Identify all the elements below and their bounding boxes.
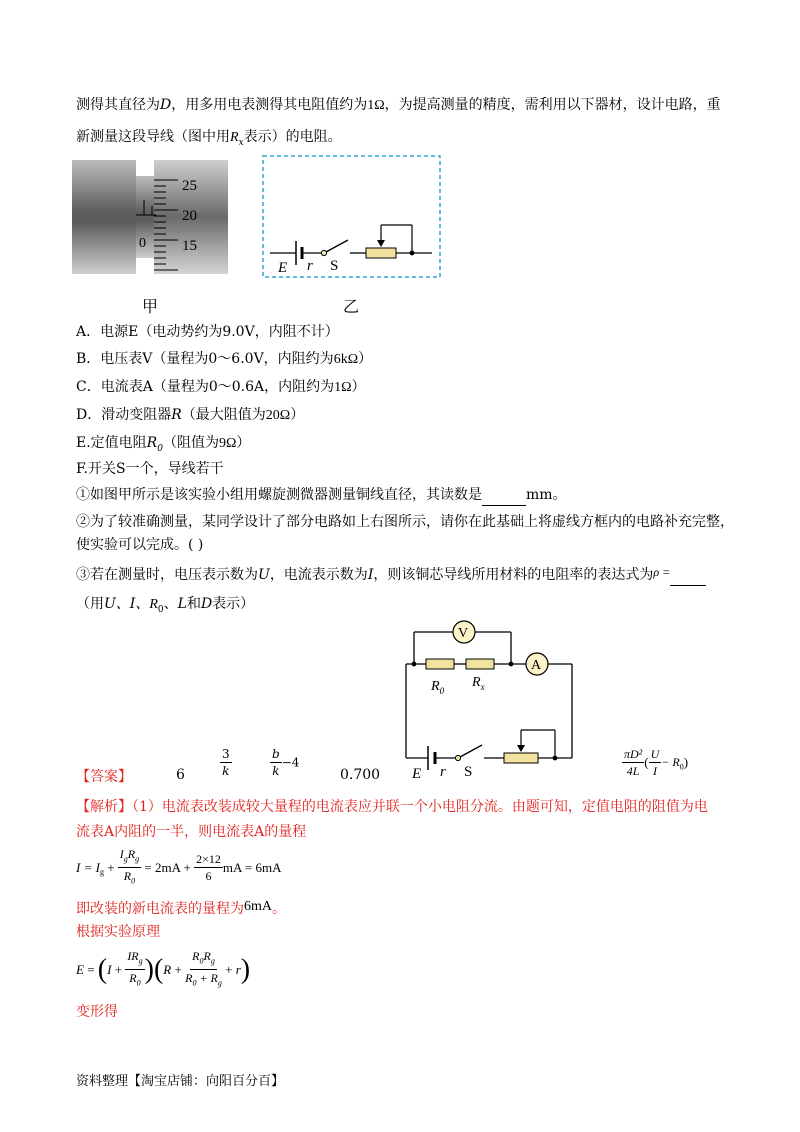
rho-i: I <box>652 764 657 778</box>
eq1-fraction-numerator: 2×12 <box>196 852 221 867</box>
answer-value-1: 6 <box>176 767 185 783</box>
intro-text: 新测量这段导线（图中用 <box>76 129 230 145</box>
analysis-line-3 <box>76 897 286 919</box>
analysis-text: （1）电流表改装成较大量程的电流表应并联一个小电阻分流。由题可知，定值电阻的阻值为电 <box>132 799 708 815</box>
analysis-text: 。 <box>272 901 286 917</box>
option-e-text: E.定值电阻 <box>76 435 147 451</box>
answer-blank-1 <box>482 485 526 506</box>
var-D: D <box>160 97 172 113</box>
footer: 资料整理【淘宝店铺：向阳百分百】 <box>76 1074 285 1089</box>
micrometer-figure <box>72 160 242 285</box>
var-list: U、I、 <box>104 596 150 612</box>
option-c <box>76 377 366 398</box>
voltmeter-label: V <box>458 626 469 641</box>
option-e-close: ） <box>236 435 251 451</box>
option-e <box>76 433 250 459</box>
label-E: E <box>278 260 288 276</box>
option-d-text: D．滑动变阻器 <box>76 407 172 423</box>
option-b-close: ） <box>358 351 373 367</box>
var-I: I <box>367 567 374 583</box>
junction-dot <box>509 662 514 667</box>
note-text: （用 <box>76 596 104 612</box>
junction-dot <box>553 756 558 761</box>
circuit-yi-figure <box>262 155 442 280</box>
question-2-text: ②为了较准确测量，某同学设计了部分电路如上右图所示，请你在此基础上将虚线方框内的电路补充完整， <box>76 514 734 530</box>
switch-pivot <box>321 250 326 255</box>
rheostat <box>366 248 396 258</box>
fraction-numerator: 3 <box>222 747 230 761</box>
analysis-line-4 <box>76 922 160 942</box>
subscript-x: x <box>238 137 244 148</box>
note-text: 、 <box>163 596 178 612</box>
question-3-text: ，则该铜芯导线所用材料的电阻率的表达式为 <box>373 567 654 583</box>
junction-dot <box>412 662 417 667</box>
switch-blade <box>326 240 348 252</box>
tick-label-15: 15 <box>182 238 197 254</box>
option-f <box>76 459 224 479</box>
question-1 <box>76 485 567 506</box>
rheostat <box>504 753 538 763</box>
option-a <box>76 322 339 342</box>
analysis-line-5 <box>76 1002 118 1022</box>
intro-text: ，为提高测量的精度，需利用以下器材，设计电路，重 <box>384 97 721 113</box>
tick-label-20: 20 <box>182 208 197 224</box>
intro-text: 表示）的电阻。 <box>243 129 342 145</box>
caption-jia: 甲 <box>142 297 159 316</box>
var-R: R <box>230 130 239 145</box>
label-r: r <box>440 764 446 780</box>
var-L: L <box>177 596 187 612</box>
analysis-line-2 <box>76 822 306 842</box>
switch-pivot <box>455 755 460 760</box>
option-c-text: C．电流表A（量程为0～0.6A，内阻约为 <box>76 379 335 395</box>
intro-text: 测得其直径为 <box>76 97 160 113</box>
option-b-text: B．电压表V（量程为0～6.0V，内阻约为 <box>76 351 334 367</box>
analysis-text: 变形得 <box>76 1004 118 1020</box>
subscript-0: 0 <box>157 604 164 615</box>
equation-2: E = (I + $\frac{IR_g}{R_0}$ )(R + $\frac{R_0R_g}{R_0 + R_g}$ + r) <box>76 949 251 988</box>
resistor-Rx <box>466 659 494 669</box>
fraction-denominator: k <box>222 764 230 778</box>
var-R: R <box>171 407 182 423</box>
eq1-middle: = 2mA + <box>144 859 195 875</box>
option-d-close: ） <box>290 407 305 423</box>
answer-fraction-2 <box>270 746 299 779</box>
question-3-text: ③若在测量时，电压表示数为 <box>76 567 258 583</box>
switch-blade <box>460 745 482 757</box>
fraction-numerator: b <box>272 747 280 761</box>
option-d-value: 20Ω <box>265 408 291 423</box>
fraction-tail: −4 <box>281 755 300 770</box>
micrometer-zero: 0 <box>139 236 146 251</box>
caption-yi: 乙 <box>343 297 360 316</box>
subscript-0: 0 <box>157 443 163 454</box>
eq1-fraction-denominator: 6 <box>205 869 212 884</box>
answer-circuit-figure <box>400 618 585 783</box>
question-2-line-2 <box>76 535 203 555</box>
answer-label: 【答案】 <box>76 769 132 785</box>
option-c-close: ） <box>351 379 366 395</box>
question-3-note <box>76 594 254 620</box>
fraction-denominator: k <box>272 764 280 778</box>
range-value: 6mA <box>244 899 272 914</box>
option-c-value: 1Ω <box>334 380 352 395</box>
option-a-text: A．电源E（电动势约为9.0V，内阻不计） <box>76 324 339 340</box>
equation-1: $I = I_g$ + $\frac{I_gR_g}{R_0}$ = 2mA + $\frac{2\times 12}{6}$ mA = 6mA <box>76 847 282 886</box>
rho-symbol: ρ = <box>653 565 671 579</box>
eq1-right: mA = 6mA <box>222 859 282 875</box>
label-S: S <box>464 764 473 780</box>
label-E: E <box>412 766 422 782</box>
slider-arrow <box>517 745 525 752</box>
answer-rho-expression: $\frac{\text{πD²}}{4L}$ ( $\frac{U}{I}$ − $R_0$) <box>624 747 689 778</box>
eq1-left: I = I <box>76 859 100 875</box>
junction-dot <box>410 251 415 256</box>
dashed-box <box>263 156 440 277</box>
intro-text: ，用多用电表测得其电阻值约为 <box>171 97 368 113</box>
question-2-text-2: 使实验可以完成。( ) <box>76 537 204 553</box>
label-S: S <box>330 258 339 274</box>
analysis-text: 根据实验原理 <box>76 924 160 940</box>
answer-value-3: 0.700 <box>340 767 381 783</box>
tick-label-25: 25 <box>182 178 197 194</box>
rho-numerator: πD² <box>624 747 643 761</box>
rho-denominator: 4L <box>626 764 640 778</box>
note-text: 和 <box>186 596 201 612</box>
analysis-line-1 <box>76 797 708 817</box>
rho-tail: − R <box>661 755 680 769</box>
analysis-label: 【解析】 <box>76 799 132 815</box>
resistance-value: 1Ω <box>367 98 385 113</box>
option-e-value: 9Ω <box>218 436 237 451</box>
rho-sub: 0 <box>679 762 684 772</box>
label-Rx: $R_x$ <box>472 675 485 692</box>
question-3 <box>76 562 706 586</box>
question-2-line-1 <box>76 512 734 532</box>
answer-blank-3 <box>670 565 706 586</box>
option-d <box>76 405 304 426</box>
var-R0: R <box>149 597 158 612</box>
question-1-text: ①如图甲所示是该实验小组用螺旋测微器测量铜线直径，其读数是 <box>76 487 482 503</box>
option-b <box>76 349 372 370</box>
question-1-unit: mm。 <box>526 487 567 503</box>
question-3-text: ，电流表示数为 <box>269 567 368 583</box>
resistor-R0 <box>426 659 454 669</box>
label-r: r <box>307 258 313 274</box>
option-e-mid: （阻值为 <box>162 435 219 451</box>
analysis-text: 流表A内阻的一半，则电流表A的量程 <box>76 824 307 840</box>
answer-fraction-1 <box>220 746 232 779</box>
var-R0: R <box>146 435 158 451</box>
option-d-mid: （最大阻值为 <box>181 407 266 423</box>
intro-line-2 <box>76 127 342 153</box>
intro-line-1 <box>76 95 721 116</box>
slider-arrow <box>377 240 385 247</box>
label-R0: $R_0$ <box>431 679 445 696</box>
note-text: 表示） <box>212 596 255 612</box>
var-D: D <box>200 596 213 612</box>
var-U: U <box>258 567 270 583</box>
option-b-value: 6kΩ <box>333 352 359 367</box>
analysis-text: 即改装的新电流表的量程为 <box>76 901 244 917</box>
rho-u: U <box>650 747 660 761</box>
ammeter-label: A <box>531 658 542 673</box>
option-f-text: F.开关S一个，导线若干 <box>76 461 224 477</box>
